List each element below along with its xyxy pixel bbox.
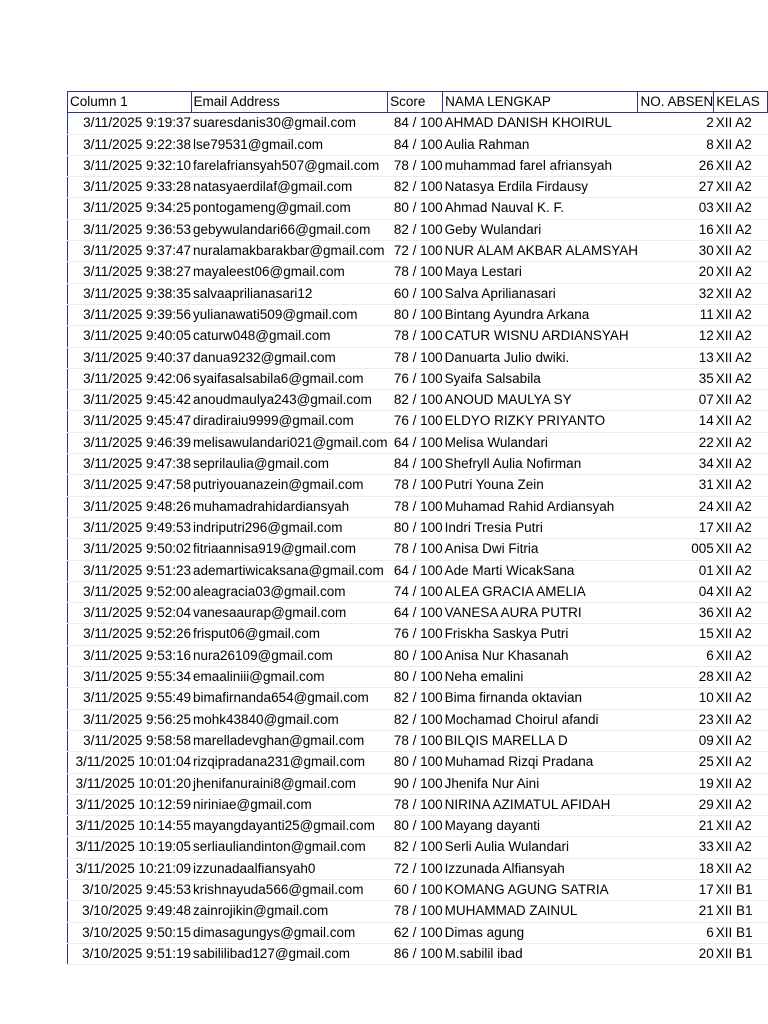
kelas-cell[interactable]: XII A2 xyxy=(714,454,768,475)
no-absen-cell[interactable]: 13 xyxy=(638,347,714,368)
name-cell[interactable]: muhammad farel afriansyah xyxy=(443,155,638,176)
score-cell[interactable]: 78 / 100 xyxy=(388,730,443,751)
score-cell[interactable]: 78 / 100 xyxy=(388,901,443,922)
name-cell[interactable]: KOMANG AGUNG SATRIA xyxy=(443,879,638,900)
table-row xyxy=(68,688,768,709)
kelas-cell[interactable]: XII A2 xyxy=(714,730,768,751)
name-cell[interactable]: ANOUD MAULYA SY xyxy=(443,390,638,411)
name-cell[interactable]: AHMAD DANISH KHOIRUL xyxy=(443,113,638,134)
email-cell[interactable]: serliauliandinton@gmail.com xyxy=(191,837,388,858)
table-row xyxy=(68,922,768,943)
table-row xyxy=(68,155,768,176)
email-cell[interactable]: sabililibad127@gmail.com xyxy=(191,943,388,964)
name-cell[interactable]: Muhamad Rizqi Pradana xyxy=(443,752,638,773)
kelas-cell[interactable]: XII A2 xyxy=(714,645,768,666)
score-cell[interactable]: 76 / 100 xyxy=(388,368,443,389)
email-cell[interactable]: nura26109@gmail.com xyxy=(191,645,388,666)
email-cell[interactable]: yulianawati509@gmail.com xyxy=(191,304,388,325)
table-row xyxy=(68,560,768,581)
score-cell[interactable]: 80 / 100 xyxy=(388,304,443,325)
score-cell[interactable]: 82 / 100 xyxy=(388,219,443,240)
no-absen-cell[interactable]: 22 xyxy=(638,432,714,453)
name-cell[interactable]: Mochamad Choirul afandi xyxy=(443,709,638,730)
table-row xyxy=(68,283,768,304)
table-row xyxy=(68,837,768,858)
timestamp-cell[interactable]: 3/11/2025 10:01:20 xyxy=(68,773,192,794)
name-cell[interactable]: BILQIS MARELLA D xyxy=(443,730,638,751)
no-absen-cell[interactable]: 33 xyxy=(638,837,714,858)
no-absen-cell[interactable]: 11 xyxy=(638,304,714,325)
table-row xyxy=(68,901,768,922)
kelas-cell[interactable]: XII A2 xyxy=(714,496,768,517)
name-cell[interactable]: Melisa Wulandari xyxy=(443,432,638,453)
table-row xyxy=(68,943,768,964)
email-cell[interactable]: mohk43840@gmail.com xyxy=(191,709,388,730)
kelas-cell[interactable]: XII A2 xyxy=(714,113,768,134)
name-cell[interactable]: Serli Aulia Wulandari xyxy=(443,837,638,858)
score-cell[interactable]: 82 / 100 xyxy=(388,390,443,411)
table-row xyxy=(68,730,768,751)
email-cell[interactable]: anoudmaulya243@gmail.com xyxy=(191,390,388,411)
name-cell[interactable]: Maya Lestari xyxy=(443,262,638,283)
email-cell[interactable]: niriniae@gmail.com xyxy=(191,794,388,815)
score-cell[interactable]: 72 / 100 xyxy=(388,858,443,879)
name-cell[interactable]: Bima firnanda oktavian xyxy=(443,688,638,709)
score-cell[interactable]: 78 / 100 xyxy=(388,496,443,517)
name-cell[interactable]: Danuarta Julio dwiki. xyxy=(443,347,638,368)
timestamp-cell[interactable]: 3/10/2025 9:51:19 xyxy=(68,943,192,964)
no-absen-cell[interactable]: 27 xyxy=(638,177,714,198)
email-cell[interactable]: frisput06@gmail.com xyxy=(191,624,388,645)
timestamp-cell[interactable]: 3/11/2025 9:46:39 xyxy=(68,432,192,453)
score-cell[interactable]: 82 / 100 xyxy=(388,709,443,730)
column-header-kelas[interactable]: KELAS xyxy=(714,92,768,113)
table-row xyxy=(68,581,768,602)
name-cell[interactable]: Izzunada Alfiansyah xyxy=(443,858,638,879)
score-cell[interactable]: 78 / 100 xyxy=(388,539,443,560)
timestamp-cell[interactable]: 3/11/2025 9:45:42 xyxy=(68,390,192,411)
timestamp-cell[interactable]: 3/11/2025 9:52:26 xyxy=(68,624,192,645)
timestamp-cell[interactable]: 3/11/2025 10:19:05 xyxy=(68,837,192,858)
timestamp-cell[interactable]: 3/11/2025 9:56:25 xyxy=(68,709,192,730)
kelas-cell[interactable]: XII A2 xyxy=(714,283,768,304)
table-row xyxy=(68,411,768,432)
timestamp-cell[interactable]: 3/11/2025 9:42:06 xyxy=(68,368,192,389)
kelas-cell[interactable]: XII A2 xyxy=(714,603,768,624)
email-cell[interactable]: gebywulandari66@gmail.com xyxy=(191,219,388,240)
no-absen-cell[interactable]: 09 xyxy=(638,730,714,751)
kelas-cell[interactable]: XII A2 xyxy=(714,134,768,155)
column-header-score[interactable]: Score xyxy=(388,92,443,113)
email-cell[interactable]: rizqipradana231@gmail.com xyxy=(191,752,388,773)
no-absen-cell[interactable]: 16 xyxy=(638,219,714,240)
timestamp-cell[interactable]: 3/11/2025 9:55:49 xyxy=(68,688,192,709)
score-cell[interactable]: 78 / 100 xyxy=(388,347,443,368)
timestamp-cell[interactable]: 3/11/2025 9:51:23 xyxy=(68,560,192,581)
score-cell[interactable]: 80 / 100 xyxy=(388,752,443,773)
timestamp-cell[interactable]: 3/11/2025 10:01:04 xyxy=(68,752,192,773)
score-cell[interactable]: 82 / 100 xyxy=(388,837,443,858)
table-row xyxy=(68,645,768,666)
email-cell[interactable]: farelafriansyah507@gmail.com xyxy=(191,155,388,176)
name-cell[interactable]: ALEA GRACIA AMELIA xyxy=(443,581,638,602)
table-row xyxy=(68,624,768,645)
table-row xyxy=(68,603,768,624)
score-cell[interactable]: 80 / 100 xyxy=(388,667,443,688)
timestamp-cell[interactable]: 3/11/2025 10:14:55 xyxy=(68,816,192,837)
email-cell[interactable]: aleagracia03@gmail.com xyxy=(191,581,388,602)
kelas-cell[interactable]: XII A2 xyxy=(714,858,768,879)
no-absen-cell[interactable]: 01 xyxy=(638,560,714,581)
score-cell[interactable]: 78 / 100 xyxy=(388,155,443,176)
timestamp-cell[interactable]: 3/11/2025 9:45:47 xyxy=(68,411,192,432)
no-absen-cell[interactable]: 25 xyxy=(638,752,714,773)
timestamp-cell[interactable]: 3/11/2025 9:40:37 xyxy=(68,347,192,368)
table-row xyxy=(68,858,768,879)
table-row xyxy=(68,177,768,198)
kelas-cell[interactable]: XII B1 xyxy=(714,943,768,964)
no-absen-cell[interactable]: 005 xyxy=(638,539,714,560)
table-row xyxy=(68,262,768,283)
no-absen-cell[interactable]: 19 xyxy=(638,773,714,794)
no-absen-cell[interactable]: 31 xyxy=(638,475,714,496)
timestamp-cell[interactable]: 3/11/2025 9:52:00 xyxy=(68,581,192,602)
score-cell[interactable]: 64 / 100 xyxy=(388,432,443,453)
score-cell[interactable]: 90 / 100 xyxy=(388,773,443,794)
table-row xyxy=(68,326,768,347)
email-cell[interactable]: emaaliniii@gmail.com xyxy=(191,667,388,688)
name-cell[interactable]: Geby Wulandari xyxy=(443,219,638,240)
name-cell[interactable]: CATUR WISNU ARDIANSYAH xyxy=(443,326,638,347)
name-cell[interactable]: Jhenifa Nur Aini xyxy=(443,773,638,794)
name-cell[interactable]: Bintang Ayundra Arkana xyxy=(443,304,638,325)
score-cell[interactable]: 76 / 100 xyxy=(388,411,443,432)
name-cell[interactable]: Ade Marti WicakSana xyxy=(443,560,638,581)
score-cell[interactable]: 64 / 100 xyxy=(388,603,443,624)
name-cell[interactable]: Anisa Dwi Fitria xyxy=(443,539,638,560)
header-row xyxy=(68,92,768,113)
email-cell[interactable]: mayangdayanti25@gmail.com xyxy=(191,816,388,837)
score-cell[interactable]: 84 / 100 xyxy=(388,113,443,134)
score-cell[interactable]: 76 / 100 xyxy=(388,624,443,645)
timestamp-cell[interactable]: 3/11/2025 9:32:10 xyxy=(68,155,192,176)
table-row xyxy=(68,304,768,325)
timestamp-cell[interactable]: 3/11/2025 9:47:38 xyxy=(68,454,192,475)
kelas-cell[interactable]: XII A2 xyxy=(714,709,768,730)
email-cell[interactable]: fitriaannisa919@gmail.com xyxy=(191,539,388,560)
no-absen-cell[interactable]: 18 xyxy=(638,858,714,879)
score-cell[interactable]: 60 / 100 xyxy=(388,283,443,304)
score-cell[interactable]: 78 / 100 xyxy=(388,475,443,496)
score-cell[interactable]: 62 / 100 xyxy=(388,922,443,943)
no-absen-cell[interactable]: 14 xyxy=(638,411,714,432)
email-cell[interactable]: pontogameng@gmail.com xyxy=(191,198,388,219)
timestamp-cell[interactable]: 3/11/2025 9:38:27 xyxy=(68,262,192,283)
email-cell[interactable]: mayaleest06@gmail.com xyxy=(191,262,388,283)
no-absen-cell[interactable]: 30 xyxy=(638,241,714,262)
email-cell[interactable]: nuralamakbarakbar@gmail.com xyxy=(191,241,388,262)
table-row xyxy=(68,752,768,773)
timestamp-cell[interactable]: 3/11/2025 9:50:02 xyxy=(68,539,192,560)
name-cell[interactable]: Dimas agung xyxy=(443,922,638,943)
no-absen-cell[interactable]: 26 xyxy=(638,155,714,176)
email-cell[interactable]: salvaaprilianasari12 xyxy=(191,283,388,304)
score-cell[interactable]: 74 / 100 xyxy=(388,581,443,602)
no-absen-cell[interactable]: 04 xyxy=(638,581,714,602)
score-cell[interactable]: 80 / 100 xyxy=(388,816,443,837)
name-cell[interactable]: Neha emalini xyxy=(443,667,638,688)
kelas-cell[interactable]: XII A2 xyxy=(714,837,768,858)
kelas-cell[interactable]: XII A2 xyxy=(714,688,768,709)
timestamp-cell[interactable]: 3/11/2025 9:37:47 xyxy=(68,241,192,262)
kelas-cell[interactable]: XII B1 xyxy=(714,901,768,922)
email-cell[interactable]: muhamadrahidardiansyah xyxy=(191,496,388,517)
column-header-nama-lengkap[interactable]: NAMA LENGKAP xyxy=(443,92,638,113)
timestamp-cell[interactable]: 3/11/2025 9:48:26 xyxy=(68,496,192,517)
table-row xyxy=(68,134,768,155)
score-cell[interactable]: 78 / 100 xyxy=(388,326,443,347)
table-row xyxy=(68,390,768,411)
table-row xyxy=(68,475,768,496)
timestamp-cell[interactable]: 3/11/2025 9:55:34 xyxy=(68,667,192,688)
kelas-cell[interactable]: XII A2 xyxy=(714,752,768,773)
no-absen-cell[interactable]: 34 xyxy=(638,454,714,475)
name-cell[interactable]: Shefryll Aulia Nofirman xyxy=(443,454,638,475)
no-absen-cell[interactable]: 15 xyxy=(638,624,714,645)
no-absen-cell[interactable]: 21 xyxy=(638,816,714,837)
table-row xyxy=(68,879,768,900)
kelas-cell[interactable]: XII A2 xyxy=(714,347,768,368)
score-cell[interactable]: 72 / 100 xyxy=(388,241,443,262)
table-row xyxy=(68,517,768,538)
email-cell[interactable]: dimasagungys@gmail.com xyxy=(191,922,388,943)
score-cell[interactable]: 82 / 100 xyxy=(388,688,443,709)
no-absen-cell[interactable]: 8 xyxy=(638,134,714,155)
no-absen-cell[interactable]: 28 xyxy=(638,667,714,688)
kelas-cell[interactable]: XII A2 xyxy=(714,155,768,176)
no-absen-cell[interactable]: 6 xyxy=(638,645,714,666)
table-row xyxy=(68,794,768,815)
score-cell[interactable]: 60 / 100 xyxy=(388,879,443,900)
email-cell[interactable]: marelladevghan@gmail.com xyxy=(191,730,388,751)
timestamp-cell[interactable]: 3/11/2025 9:52:04 xyxy=(68,603,192,624)
table-row xyxy=(68,539,768,560)
name-cell[interactable]: ELDYO RIZKY PRIYANTO xyxy=(443,411,638,432)
table-row xyxy=(68,816,768,837)
timestamp-cell[interactable]: 3/11/2025 10:21:09 xyxy=(68,858,192,879)
column-header-email[interactable]: Email Address xyxy=(191,92,388,113)
name-cell[interactable]: Salva Aprilianasari xyxy=(443,283,638,304)
table-row xyxy=(68,496,768,517)
name-cell[interactable]: NIRINA AZIMATUL AFIDAH xyxy=(443,794,638,815)
no-absen-cell[interactable]: 20 xyxy=(638,943,714,964)
name-cell[interactable]: Mayang dayanti xyxy=(443,816,638,837)
no-absen-cell[interactable]: 20 xyxy=(638,262,714,283)
kelas-cell[interactable]: XII A2 xyxy=(714,475,768,496)
score-cell[interactable]: 80 / 100 xyxy=(388,645,443,666)
name-cell[interactable]: Putri Youna Zein xyxy=(443,475,638,496)
no-absen-cell[interactable]: 17 xyxy=(638,517,714,538)
score-cell[interactable]: 80 / 100 xyxy=(388,517,443,538)
kelas-cell[interactable]: XII A2 xyxy=(714,624,768,645)
no-absen-cell[interactable]: 10 xyxy=(638,688,714,709)
kelas-cell[interactable]: XII B1 xyxy=(714,879,768,900)
name-cell[interactable]: Anisa Nur Khasanah xyxy=(443,645,638,666)
no-absen-cell[interactable]: 23 xyxy=(638,709,714,730)
timestamp-cell[interactable]: 3/11/2025 9:39:56 xyxy=(68,304,192,325)
kelas-cell[interactable]: XII B1 xyxy=(714,922,768,943)
no-absen-cell[interactable]: 6 xyxy=(638,922,714,943)
name-cell[interactable]: Indri Tresia Putri xyxy=(443,517,638,538)
email-cell[interactable]: indriputri296@gmail.com xyxy=(191,517,388,538)
timestamp-cell[interactable]: 3/10/2025 9:45:53 xyxy=(68,879,192,900)
kelas-cell[interactable]: XII A2 xyxy=(714,390,768,411)
kelas-cell[interactable]: XII A2 xyxy=(714,198,768,219)
kelas-cell[interactable]: XII A2 xyxy=(714,241,768,262)
table-row xyxy=(68,219,768,240)
table-body xyxy=(68,113,768,965)
email-cell[interactable]: danua9232@gmail.com xyxy=(191,347,388,368)
column-header-timestamp[interactable]: Column 1 xyxy=(68,92,192,113)
kelas-cell[interactable]: XII A2 xyxy=(714,432,768,453)
table-row xyxy=(68,198,768,219)
no-absen-cell[interactable]: 24 xyxy=(638,496,714,517)
no-absen-cell[interactable]: 36 xyxy=(638,603,714,624)
score-cell[interactable]: 82 / 100 xyxy=(388,177,443,198)
name-cell[interactable]: Muhamad Rahid Ardiansyah xyxy=(443,496,638,517)
no-absen-cell[interactable]: 35 xyxy=(638,368,714,389)
timestamp-cell[interactable]: 3/11/2025 9:33:28 xyxy=(68,177,192,198)
name-cell[interactable]: M.sabilil ibad xyxy=(443,943,638,964)
timestamp-cell[interactable]: 3/11/2025 9:40:05 xyxy=(68,326,192,347)
timestamp-cell[interactable]: 3/11/2025 9:22:38 xyxy=(68,134,192,155)
no-absen-cell[interactable]: 07 xyxy=(638,390,714,411)
kelas-cell[interactable]: XII A2 xyxy=(714,517,768,538)
email-cell[interactable]: jhenifanuraini8@gmail.com xyxy=(191,773,388,794)
kelas-cell[interactable]: XII A2 xyxy=(714,794,768,815)
email-cell[interactable]: natasyaerdilaf@gmail.com xyxy=(191,177,388,198)
kelas-cell[interactable]: XII A2 xyxy=(714,262,768,283)
table-row xyxy=(68,454,768,475)
table-row xyxy=(68,241,768,262)
no-absen-cell[interactable]: 2 xyxy=(638,113,714,134)
timestamp-cell[interactable]: 3/11/2025 9:58:58 xyxy=(68,730,192,751)
no-absen-cell[interactable]: 32 xyxy=(638,283,714,304)
column-header-no-absen[interactable]: NO. ABSEN xyxy=(638,92,714,113)
email-cell[interactable]: zainrojikin@gmail.com xyxy=(191,901,388,922)
kelas-cell[interactable]: XII A2 xyxy=(714,368,768,389)
no-absen-cell[interactable]: 03 xyxy=(638,198,714,219)
kelas-cell[interactable]: XII A2 xyxy=(714,667,768,688)
name-cell[interactable]: VANESA AURA PUTRI xyxy=(443,603,638,624)
no-absen-cell[interactable]: 17 xyxy=(638,879,714,900)
email-cell[interactable]: putriyouanazein@gmail.com xyxy=(191,475,388,496)
no-absen-cell[interactable]: 12 xyxy=(638,326,714,347)
email-cell[interactable]: izzunadaalfiansyah0 xyxy=(191,858,388,879)
email-cell[interactable]: ademartiwicaksana@gmail.com xyxy=(191,560,388,581)
timestamp-cell[interactable]: 3/10/2025 9:49:48 xyxy=(68,901,192,922)
table-row xyxy=(68,113,768,134)
timestamp-cell[interactable]: 3/11/2025 9:19:37 xyxy=(68,113,192,134)
email-cell[interactable]: lse79531@gmail.com xyxy=(191,134,388,155)
name-cell[interactable]: Aulia Rahman xyxy=(443,134,638,155)
email-cell[interactable]: caturw048@gmail.com xyxy=(191,326,388,347)
timestamp-cell[interactable]: 3/11/2025 9:53:16 xyxy=(68,645,192,666)
kelas-cell[interactable]: XII A2 xyxy=(714,560,768,581)
timestamp-cell[interactable]: 3/11/2025 9:49:53 xyxy=(68,517,192,538)
timestamp-cell[interactable]: 3/11/2025 9:47:58 xyxy=(68,475,192,496)
email-cell[interactable]: diradiraiu9999@gmail.com xyxy=(191,411,388,432)
score-cell[interactable]: 80 / 100 xyxy=(388,198,443,219)
timestamp-cell[interactable]: 3/11/2025 9:34:25 xyxy=(68,198,192,219)
table-row xyxy=(68,432,768,453)
kelas-cell[interactable]: XII A2 xyxy=(714,539,768,560)
timestamp-cell[interactable]: 3/11/2025 10:12:59 xyxy=(68,794,192,815)
name-cell[interactable]: MUHAMMAD ZAINUL xyxy=(443,901,638,922)
kelas-cell[interactable]: XII A2 xyxy=(714,304,768,325)
email-cell[interactable]: suaresdanis30@gmail.com xyxy=(191,113,388,134)
name-cell[interactable]: Natasya Erdila Firdausy xyxy=(443,177,638,198)
score-cell[interactable]: 84 / 100 xyxy=(388,134,443,155)
timestamp-cell[interactable]: 3/10/2025 9:50:15 xyxy=(68,922,192,943)
kelas-cell[interactable]: XII A2 xyxy=(714,773,768,794)
kelas-cell[interactable]: XII A2 xyxy=(714,177,768,198)
score-cell[interactable]: 78 / 100 xyxy=(388,262,443,283)
table-row xyxy=(68,368,768,389)
no-absen-cell[interactable]: 29 xyxy=(638,794,714,815)
kelas-cell[interactable]: XII A2 xyxy=(714,411,768,432)
kelas-cell[interactable]: XII A2 xyxy=(714,581,768,602)
email-cell[interactable]: krishnayuda566@gmail.com xyxy=(191,879,388,900)
name-cell[interactable]: Ahmad Nauval K. F. xyxy=(443,198,638,219)
timestamp-cell[interactable]: 3/11/2025 9:38:35 xyxy=(68,283,192,304)
table-row xyxy=(68,347,768,368)
score-cell[interactable]: 84 / 100 xyxy=(388,454,443,475)
no-absen-cell[interactable]: 21 xyxy=(638,901,714,922)
kelas-cell[interactable]: XII A2 xyxy=(714,326,768,347)
responses-table xyxy=(67,91,768,965)
score-cell[interactable]: 64 / 100 xyxy=(388,560,443,581)
kelas-cell[interactable]: XII A2 xyxy=(714,816,768,837)
score-cell[interactable]: 78 / 100 xyxy=(388,794,443,815)
table-row xyxy=(68,667,768,688)
email-cell[interactable]: bimafirnanda654@gmail.com xyxy=(191,688,388,709)
timestamp-cell[interactable]: 3/11/2025 9:36:53 xyxy=(68,219,192,240)
name-cell[interactable]: Friskha Saskya Putri xyxy=(443,624,638,645)
email-cell[interactable]: vanesaaurap@gmail.com xyxy=(191,603,388,624)
table-row xyxy=(68,773,768,794)
email-cell[interactable]: melisawulandari021@gmail.com xyxy=(191,432,388,453)
score-cell[interactable]: 86 / 100 xyxy=(388,943,443,964)
email-cell[interactable]: seprilaulia@gmail.com xyxy=(191,454,388,475)
kelas-cell[interactable]: XII A2 xyxy=(714,219,768,240)
name-cell[interactable]: Syaifa Salsabila xyxy=(443,368,638,389)
table-row xyxy=(68,709,768,730)
name-cell[interactable]: NUR ALAM AKBAR ALAMSYAH xyxy=(443,241,638,262)
email-cell[interactable]: syaifasalsabila6@gmail.com xyxy=(191,368,388,389)
